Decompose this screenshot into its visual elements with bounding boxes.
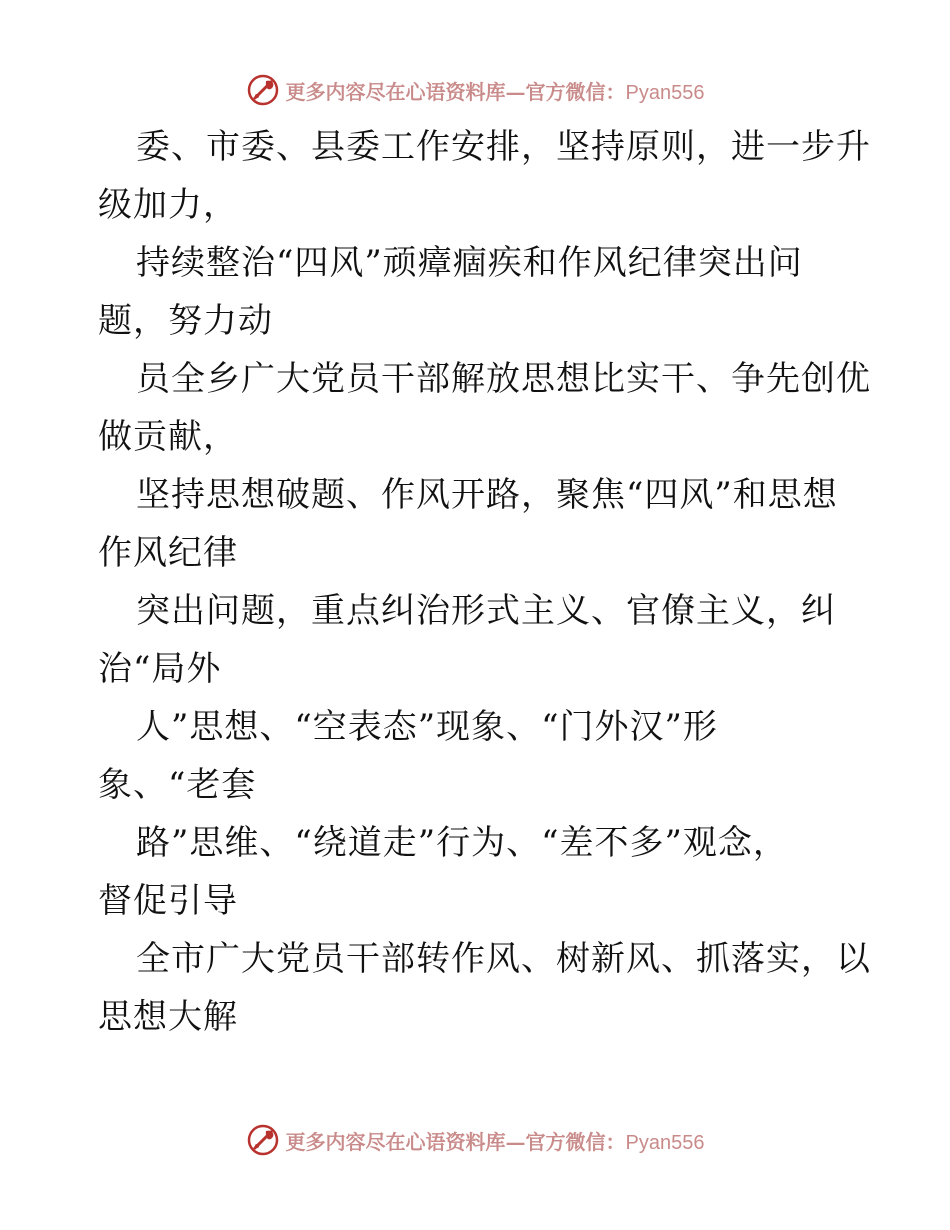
body-line: 委、市委、县委工作安排，坚持原则，进一步升	[136, 127, 871, 167]
body-line: 突出问题，重点纠治形式主义、官僚主义，纠	[136, 591, 836, 631]
body-line: 级加力，	[98, 185, 238, 225]
footer-watermark-content	[246, 1123, 705, 1157]
header-watermark-content	[246, 73, 705, 107]
body-line: 人”思想、“空表态”现象、“门外汉”形	[136, 707, 718, 747]
header-watermark-banner	[0, 70, 950, 110]
document-body	[98, 118, 871, 1046]
header-watermark-text: 更多内容尽在心语资料库—官方微信：Pyan556	[285, 79, 705, 104]
footer-watermark-banner	[0, 1120, 950, 1160]
body-line: 持续整治“四风”顽瘴痼疾和作风纪律突出问	[136, 243, 803, 283]
quill-logo-icon	[246, 1123, 280, 1157]
body-line: 作风纪律	[98, 533, 238, 573]
body-line: 督促引导	[98, 881, 238, 921]
body-line: 员全乡广大党员干部解放思想比实干、争先创优	[136, 359, 871, 399]
body-line: 象、“老套	[98, 765, 257, 805]
body-line: 做贡献，	[98, 417, 238, 457]
body-line: 治“局外	[98, 649, 222, 689]
body-line: 全市广大党员干部转作风、树新风、抓落实，以	[136, 939, 871, 979]
body-line: 坚持思想破题、作风开路，聚焦“四风”和思想	[136, 475, 838, 515]
body-line: 思想大解	[98, 997, 238, 1037]
footer-watermark-text: 更多内容尽在心语资料库—官方微信：Pyan556	[285, 1129, 705, 1154]
body-line: 题，努力动	[98, 301, 273, 341]
body-line: 路”思维、“绕道走”行为、“差不多”观念，	[136, 823, 788, 863]
quill-logo-icon	[246, 73, 280, 107]
